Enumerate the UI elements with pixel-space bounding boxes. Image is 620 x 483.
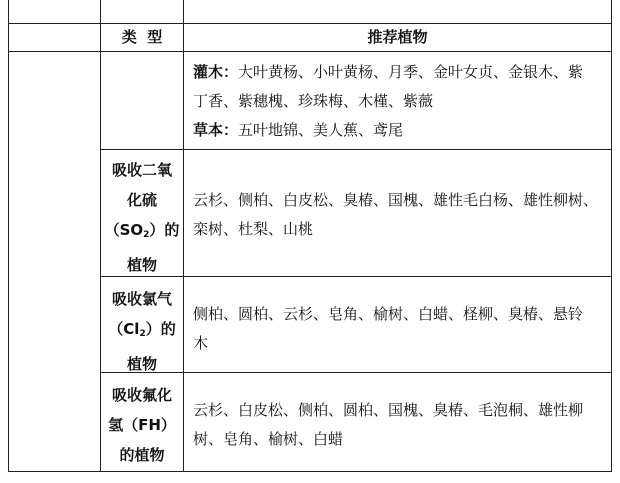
row-1-line-1 bbox=[193, 58, 607, 87]
row-3-type-line-1: 吸收氯气 bbox=[111, 290, 172, 308]
row-4-line-1: 云杉、白皮松、侧柏、圆柏、国槐、臭椿、毛泡桐、雄性柳 bbox=[193, 401, 584, 419]
row-2-type bbox=[101, 155, 183, 280]
border-left bbox=[8, 0, 9, 472]
border-bottom bbox=[8, 471, 612, 472]
row-2-line-1: 云杉、侧柏、白皮松、臭椿、国槐、雄性毛白杨、雄性柳树、 bbox=[193, 191, 599, 209]
herb-list: 五叶地锦、美人蕉、鸢尾 bbox=[238, 121, 404, 139]
row-2-type-line-4: 植物 bbox=[126, 256, 157, 274]
row-3-plants bbox=[184, 300, 611, 358]
row-2-plants bbox=[184, 186, 611, 244]
cl2-prefix: （Cl bbox=[108, 320, 140, 338]
row-4-type-line-1: 吸收氟化 bbox=[111, 386, 172, 404]
row-1-line-2: 丁香、紫穗槐、珍珠梅、木槿、紫薇 bbox=[193, 92, 434, 110]
cl2-subscript: 2 bbox=[139, 329, 146, 339]
row-1-plants bbox=[184, 58, 611, 145]
row-4-plants bbox=[184, 396, 611, 454]
row-1-line-3 bbox=[193, 116, 607, 145]
cl2-suffix: ）的 bbox=[145, 320, 176, 338]
row-2-type-line-1: 吸收二氧 bbox=[111, 161, 172, 179]
row-4-type bbox=[101, 380, 183, 470]
shrub-label: 灌木： bbox=[193, 63, 239, 81]
border-row1-bottom bbox=[100, 149, 612, 150]
row-2-type-line-2: 化硫 bbox=[126, 191, 157, 209]
row-4-type-line-2: 氢（FH） bbox=[108, 416, 176, 434]
header-type: 类 型 bbox=[121, 28, 163, 46]
row-3-type-line-3: 植物 bbox=[126, 355, 157, 373]
row-3-type-line-2 bbox=[101, 314, 183, 349]
row-4-type-line-3: 的植物 bbox=[119, 446, 165, 464]
row-3-line-2: 木 bbox=[193, 334, 209, 352]
border-right bbox=[611, 0, 612, 472]
header-recommended-plants: 推荐植物 bbox=[367, 28, 428, 46]
border-header-bottom bbox=[8, 51, 612, 52]
row-3-line-1: 侧柏、圆柏、云杉、皂角、榆树、白蜡、柽柳、臭椿、悬铃 bbox=[193, 305, 584, 323]
so2-suffix: ）的 bbox=[149, 221, 180, 239]
row-2-line-2: 栾树、杜梨、山桃 bbox=[193, 220, 314, 238]
herb-label: 草本： bbox=[193, 121, 239, 139]
so2-subscript: 2 bbox=[143, 230, 150, 240]
row-4-line-2: 树、皂角、榆树、白蜡 bbox=[193, 430, 344, 448]
row-2-type-line-3 bbox=[101, 215, 183, 250]
row-3-type bbox=[101, 284, 183, 379]
shrub-list: 大叶黄杨、小叶黄杨、月季、金叶女贞、金银木、紫 bbox=[238, 63, 584, 81]
so2-prefix: （SO bbox=[104, 221, 144, 239]
